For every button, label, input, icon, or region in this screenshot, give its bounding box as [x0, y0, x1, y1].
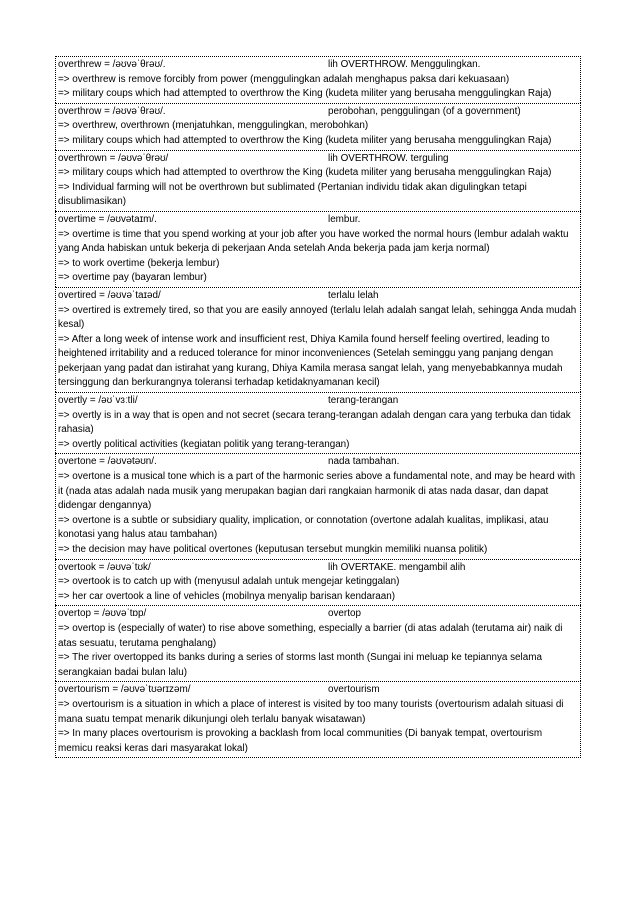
- entry-headword: overthrew = /əʊvəˈθrəʊ/.: [58, 59, 166, 70]
- dictionary-page: [55, 56, 581, 758]
- entry-headword: overtired = /əʊvəˈtaɪəd/: [58, 289, 161, 301]
- entry-line: => military coups which had attempted to overthrow the King (kudeta militer yang berusaha menggulingkan Raja): [58, 88, 552, 100]
- entry-header: [58, 152, 578, 167]
- dictionary-entry: [55, 211, 581, 287]
- entry-meaning: overtop: [328, 608, 361, 620]
- entry-meaning: terang-terangan: [328, 395, 399, 407]
- entry-headword: overtone = /əʊvətəʊn/.: [58, 456, 157, 468]
- entry-headword: overthrow = /əʊvəˈθrəʊ/.: [58, 105, 166, 117]
- entry-line: => overtone is a subtle or subsidiary quality, implication, or connotation (overtone adalah kualitas, implikasi, atau konotasi yang halus atau tambahan): [58, 514, 549, 541]
- entry-header: [58, 455, 578, 470]
- dictionary-entry: [55, 605, 581, 681]
- entry-line: => overthrew is remove forcibly from power (menggulingkan adalah menghapus paksa dari kekuasaan): [58, 73, 510, 85]
- entry-headword: overthrown = /əʊvəˈθrəʊ/: [58, 152, 169, 164]
- entry-line: => Individual farming will not be overthrown but sublimated (Pertanian individu tidak akan digulingkan tetapi disublimasikan): [58, 181, 527, 208]
- entry-line: => her car overtook a line of vehicles (mobilnya menyalip barisan kendaraan): [58, 590, 396, 602]
- dictionary-entry: [55, 103, 581, 150]
- entry-line: => overtime is time that you spend working at your job after you have worked the normal hours (lembur adalah waktu yang Anda habiskan untuk bekerja di pekerjaan Anda setelah Anda bekerja pada jam kerja normal): [58, 228, 569, 255]
- entry-header: [58, 607, 578, 622]
- dictionary-entry: [55, 453, 581, 558]
- dictionary-entry: [55, 559, 581, 606]
- entry-header: [58, 58, 578, 73]
- entry-meaning: lih OVERTHROW. Menggulingkan.: [328, 59, 481, 70]
- entry-header: [58, 289, 578, 304]
- entry-line: => overthrew, overthrown (menjatuhkan, menggulingkan, merobohkan): [58, 120, 369, 132]
- entry-header: [58, 105, 578, 120]
- dictionary-entry: [55, 56, 581, 103]
- entry-headword: overtop = /əʊvəˈtɒp/: [58, 608, 147, 620]
- entry-line: => military coups which had attempted to overthrow the King (kudeta militer yang berusaha menggulingkan Raja): [58, 134, 552, 146]
- entry-header: [58, 213, 578, 228]
- dictionary-entry: [55, 681, 581, 758]
- entry-line: => overtook is to catch up with (menyusul adalah untuk mengejar ketinggalan): [58, 576, 400, 588]
- entry-line: => military coups which had attempted to overthrow the King (kudeta militer yang berusaha menggulingkan Raja): [58, 167, 552, 179]
- dictionary-entry: [55, 392, 581, 453]
- entry-line: => overtime pay (bayaran lembur): [58, 272, 207, 284]
- entry-meaning: lembur.: [328, 213, 361, 225]
- entry-line: => overtly political activities (kegiatan politik yang terang-terangan): [58, 438, 350, 450]
- entry-line: => to work overtime (bekerja lembur): [58, 257, 220, 269]
- entry-line: => overtly is in a way that is open and not secret (secara terang-terangan adalah dengan cara yang terbuka dan tidak rahasia): [58, 409, 571, 436]
- entry-line: => overtired is extremely tired, so that you are easily annoyed (terlalu lelah adalah sangat lelah, sehingga Anda mudah kesal): [58, 304, 577, 331]
- entry-meaning: lih OVERTHROW. terguling: [328, 152, 449, 164]
- entry-meaning: nada tambahan.: [328, 456, 400, 468]
- entry-meaning: overtourism: [328, 684, 380, 696]
- entry-line: => The river overtopped its banks during a series of storms last month (Sungai ini meluap ke tepiannya selama serangkaian badai bulan lalu): [58, 652, 542, 678]
- entry-meaning: terlalu lelah: [328, 289, 379, 301]
- entry-meaning: perobohan, penggulingan (of a government): [328, 105, 521, 117]
- entry-header: [58, 394, 578, 409]
- entry-line: => overtop is (especially of water) to rise above something, especially a barrier (di atas adalah (terutama air) naik di atas sesuatu, terutama penghalang): [58, 622, 563, 649]
- entry-headword: overtourism = /əʊvəˈtʊərɪzəm/: [58, 684, 191, 696]
- entry-line: => overtone is a musical tone which is a part of the harmonic series above a fundamental note, and may be heard with it (nada atas adalah nada musik yang merupakan bagian dari rangkaian harmonik di atas nada dasar, dan dapat didengar dengannya): [58, 471, 576, 512]
- dictionary-entry: [55, 150, 581, 211]
- entry-headword: overtly = /əʊˈvɜːtli/: [58, 395, 138, 407]
- entry-line: => the decision may have political overtones (keputusan tersebut mungkin memiliki nuansa politik): [58, 544, 488, 555]
- dictionary-entry: [55, 287, 581, 392]
- entry-line: => In many places overtourism is provoking a backlash from local communities (Di banyak tempat, overtourism memicu reaksi keras dari masyarakat lokal): [58, 728, 543, 754]
- entry-line: => After a long week of intense work and insufficient rest, Dhiya Kamila found herself feeling overtired, leading to heightened irritability and a reduced tolerance for minor inconveniences (Setelah seminggu yang panjang dengan pekerjaan yang padat dan istirahat yang kurang, Dhiya Kamila merasa sangat lelah, yang menyebabkannya mudah tersinggung dan berkurangnya toleransi terhadap ketidaknyamanan kecil): [58, 333, 563, 389]
- entry-header: [58, 561, 578, 576]
- entry-line: => overtourism is a situation in which a place of interest is visited by too many tourists (overtourism adalah situasi di mana suatu tempat menarik dikunjungi oleh terlalu banyak wisatawan): [58, 698, 564, 725]
- entry-header: [58, 683, 578, 698]
- entry-headword: overtook = /əʊvəˈtʊk/: [58, 561, 151, 573]
- entry-meaning: lih OVERTAKE. mengambil alih: [328, 561, 466, 573]
- entry-headword: overtime = /əʊvətaɪm/.: [58, 213, 157, 225]
